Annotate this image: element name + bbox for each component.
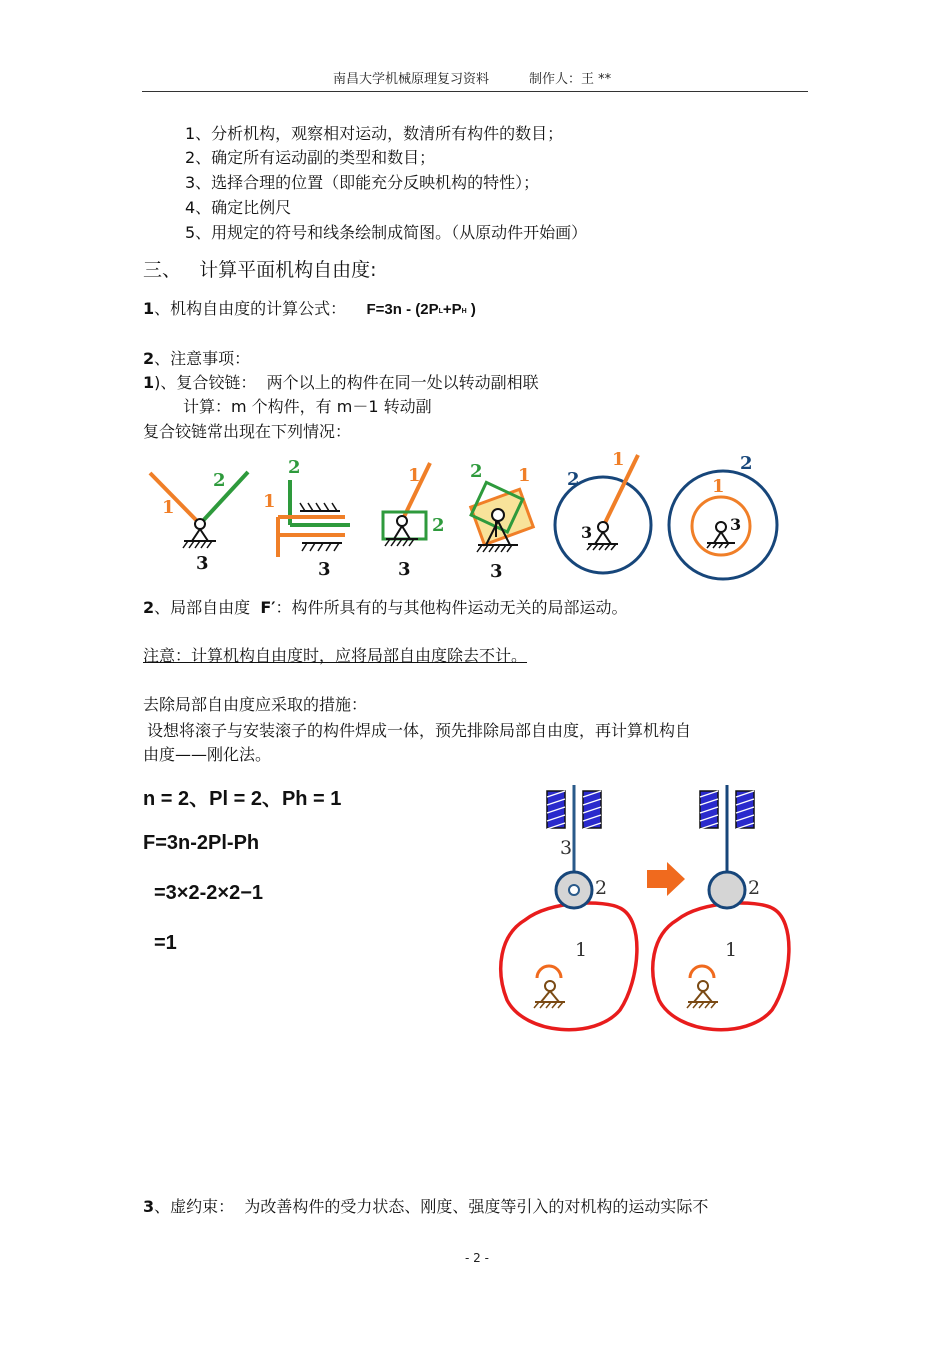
figure-label: 1 bbox=[575, 939, 588, 961]
figure-label: 3 bbox=[398, 559, 411, 580]
figure-label: 2 bbox=[567, 469, 580, 490]
measures-title: 去除局部自由度应采取的措施： bbox=[143, 695, 368, 714]
figure-label: 3 bbox=[560, 837, 573, 859]
page-header bbox=[333, 68, 611, 87]
redundant-constraint-line: 3、虚约束： 为改善构件的受力状态、刚度、强度等引入的对机构的运动实际不 bbox=[143, 1197, 709, 1216]
figure-label: 1 bbox=[725, 939, 738, 961]
step-item: 2、确定所有运动副的类型和数目； bbox=[185, 148, 436, 167]
figure-label: 3 bbox=[490, 561, 503, 582]
local-dof-line: 2、局部自由度 F′：构件所具有的与其他构件运动无关的局部运动。 bbox=[143, 598, 628, 617]
compound-hinge-calc: 计算：m 个构件，有 m－1 转动副 bbox=[183, 397, 432, 416]
hinge-case-1 bbox=[150, 470, 248, 574]
note-line: 注意：计算机构自由度时，应将局部自由度除去不计。 bbox=[143, 646, 528, 665]
figure-label: 2 bbox=[740, 453, 753, 474]
notes-title: 2、注意事项： bbox=[143, 349, 251, 368]
calc-line-4: =1 bbox=[154, 932, 177, 954]
hinge-case-5 bbox=[555, 449, 651, 573]
cam-before bbox=[501, 785, 637, 1030]
figure-label: 1 bbox=[408, 465, 421, 486]
figure-label: 1 bbox=[263, 491, 276, 512]
hinge-case-6 bbox=[669, 453, 777, 579]
step-item: 4、确定比例尺 bbox=[185, 198, 292, 217]
figure-label: 2 bbox=[288, 457, 301, 478]
figure-label: 3 bbox=[730, 515, 742, 534]
figure-label: 1 bbox=[518, 465, 531, 486]
hinge-case-2 bbox=[263, 457, 350, 580]
section-number: 三、 bbox=[143, 259, 182, 281]
formula-number: 1 bbox=[143, 299, 155, 318]
step-item: 1、分析机构，观察相对运动，数清所有构件的数目； bbox=[185, 124, 564, 143]
figure-label: 2 bbox=[470, 461, 483, 482]
measures-line-1: 设想将滚子与安装滚子的构件焊成一体，预先排除局部自由度，再计算机构自 bbox=[147, 721, 692, 740]
transform-arrow-icon bbox=[647, 862, 685, 896]
figure-label: 2 bbox=[432, 515, 445, 536]
formula-label: 、机构自由度的计算公式： bbox=[154, 299, 347, 318]
measures-line-2: 由度——刚化法。 bbox=[143, 745, 272, 764]
header-title: 南昌大学机械原理复习资料 bbox=[333, 72, 490, 87]
compound-hinge-cases: 复合铰链常出现在下列情况： bbox=[143, 422, 352, 441]
header-rule bbox=[142, 91, 808, 92]
figure-label: 2 bbox=[213, 470, 226, 491]
step-item: 3、选择合理的位置（即能充分反映机构的特性）； bbox=[185, 173, 540, 192]
calc-line-2: F=3n-2Pl-Ph bbox=[143, 832, 260, 854]
dof-formula: $F=3n - (2P_L+P_H$ ) bbox=[366, 301, 476, 318]
figure-label: 1 bbox=[712, 476, 725, 497]
figure-label: 2 bbox=[595, 877, 608, 899]
figure-label: 3 bbox=[196, 553, 209, 574]
page-number: - 2 - bbox=[465, 1251, 489, 1265]
section-title: 计算平面机构自由度: bbox=[199, 259, 377, 281]
figure-label: 1 bbox=[162, 497, 175, 518]
cam-after bbox=[653, 785, 789, 1030]
figure-label: 3 bbox=[318, 559, 331, 580]
compound-hinge-definition: 1)、复合铰链： 两个以上的构件在同一处以转动副相联 bbox=[143, 373, 539, 392]
hinge-case-4 bbox=[470, 461, 533, 582]
figure-label: 2 bbox=[748, 877, 761, 899]
step-item: 5、用规定的符号和线条绘制成简图。（从原动件开始画） bbox=[185, 223, 588, 242]
section-heading bbox=[143, 255, 377, 282]
dof-formula-line bbox=[143, 296, 476, 319]
compound-hinge-figure bbox=[140, 445, 790, 585]
calc-line-3: =3×2-2×2−1 bbox=[154, 882, 263, 904]
hinge-case-3 bbox=[383, 463, 445, 580]
header-author: 制作人：王 ** bbox=[529, 72, 612, 87]
cam-roller-figure bbox=[495, 780, 800, 1045]
figure-label: 3 bbox=[581, 523, 593, 542]
figure-label: 1 bbox=[612, 449, 625, 470]
calc-line-1: n = 2、Pl = 2、Ph = 1 bbox=[143, 788, 342, 810]
